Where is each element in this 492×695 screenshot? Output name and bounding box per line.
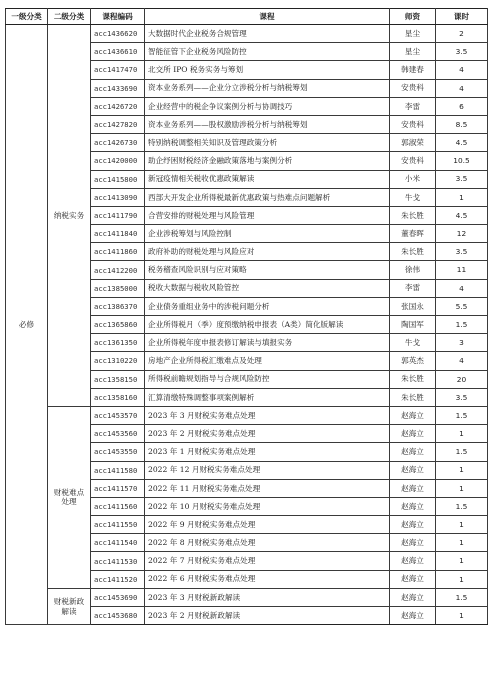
- teacher-cell: 安贵科: [390, 115, 436, 133]
- course-code-cell: acc1411570: [91, 479, 145, 497]
- hours-cell: 1.5: [436, 588, 488, 606]
- course-name-cell: 汇算清缴特殊调整事项案例解析: [145, 388, 390, 406]
- course-code-cell: acc1436610: [91, 43, 145, 61]
- course-name-cell: 西部大开发企业所得税最新优惠政策与热难点问题解析: [145, 188, 390, 206]
- course-code-cell: acc1310220: [91, 352, 145, 370]
- teacher-cell: 李雷: [390, 279, 436, 297]
- course-name-cell: 2023 年 1 月财税实务难点处理: [145, 443, 390, 461]
- table-header-row: [6, 9, 488, 25]
- teacher-cell: 牛戈: [390, 188, 436, 206]
- teacher-cell: 朱长胜: [390, 370, 436, 388]
- course-name-cell: 助企纾困财税经济金融政策落地与案例分析: [145, 152, 390, 170]
- table-row: [6, 588, 488, 606]
- hours-cell: 1: [436, 479, 488, 497]
- teacher-cell: 赵海立: [390, 570, 436, 588]
- course-name-cell: 2022 年 11 月财税实务难点处理: [145, 479, 390, 497]
- hours-cell: 3.5: [436, 388, 488, 406]
- course-name-cell: 税收大数据与税收风险管控: [145, 279, 390, 297]
- hours-cell: 3: [436, 334, 488, 352]
- hours-cell: 11: [436, 261, 488, 279]
- course-table: [5, 8, 488, 625]
- course-code-cell: acc1433690: [91, 79, 145, 97]
- teacher-cell: 韩建春: [390, 61, 436, 79]
- course-code-cell: acc1358150: [91, 370, 145, 388]
- course-name-cell: 大数据时代企业税务合规管理: [145, 25, 390, 43]
- course-name-cell: 企业经营中的税企争议案例分析与协调技巧: [145, 97, 390, 115]
- hours-cell: 8.5: [436, 115, 488, 133]
- course-code-cell: acc1436620: [91, 25, 145, 43]
- teacher-cell: 李雷: [390, 97, 436, 115]
- course-code-cell: acc1411560: [91, 497, 145, 515]
- course-name-cell: 企业所得税年度申报表修订解读与填报实务: [145, 334, 390, 352]
- hours-cell: 4: [436, 279, 488, 297]
- course-name-cell: 2022 年 10 月财税实务难点处理: [145, 497, 390, 515]
- hours-cell: 1.5: [436, 406, 488, 424]
- course-code-cell: acc1411520: [91, 570, 145, 588]
- teacher-cell: 赵海立: [390, 534, 436, 552]
- teacher-cell: 赵海立: [390, 552, 436, 570]
- header-level1: 一级分类: [6, 9, 48, 25]
- course-code-cell: acc1411540: [91, 534, 145, 552]
- course-code-cell: acc1411580: [91, 461, 145, 479]
- hours-cell: 1: [436, 607, 488, 625]
- course-code-cell: acc1426720: [91, 97, 145, 115]
- course-name-cell: 合营安排的财税处理与风险管理: [145, 206, 390, 224]
- course-code-cell: acc1411530: [91, 552, 145, 570]
- hours-cell: 1: [436, 188, 488, 206]
- teacher-cell: 朱长胜: [390, 206, 436, 224]
- hours-cell: 1: [436, 552, 488, 570]
- header-course: 课程: [145, 9, 390, 25]
- course-code-cell: acc1385000: [91, 279, 145, 297]
- course-code-cell: acc1411550: [91, 516, 145, 534]
- teacher-cell: 赵海立: [390, 461, 436, 479]
- hours-cell: 5.5: [436, 297, 488, 315]
- hours-cell: 3.5: [436, 43, 488, 61]
- header-hours: 课时: [436, 9, 488, 25]
- hours-cell: 20: [436, 370, 488, 388]
- hours-cell: 4: [436, 352, 488, 370]
- course-code-cell: acc1453560: [91, 425, 145, 443]
- course-code-cell: acc1427820: [91, 115, 145, 133]
- course-name-cell: 2022 年 6 月财税实务难点处理: [145, 570, 390, 588]
- course-code-cell: acc1411790: [91, 206, 145, 224]
- teacher-cell: 赵海立: [390, 479, 436, 497]
- course-name-cell: 北交所 IPO 税务实务与筹划: [145, 61, 390, 79]
- teacher-cell: 赵海立: [390, 425, 436, 443]
- hours-cell: 1.5: [436, 443, 488, 461]
- course-name-cell: 2023 年 3 月财税新政解读: [145, 588, 390, 606]
- course-name-cell: 税务稽查风险识别与应对策略: [145, 261, 390, 279]
- hours-cell: 1: [436, 516, 488, 534]
- table-body: [6, 25, 488, 625]
- teacher-cell: 星尘: [390, 43, 436, 61]
- teacher-cell: 朱长胜: [390, 388, 436, 406]
- course-code-cell: acc1411860: [91, 243, 145, 261]
- teacher-cell: 徐伟: [390, 261, 436, 279]
- course-code-cell: acc1411840: [91, 225, 145, 243]
- hours-cell: 1.5: [436, 316, 488, 334]
- course-name-cell: 2022 年 7 月财税实务难点处理: [145, 552, 390, 570]
- hours-cell: 1: [436, 570, 488, 588]
- teacher-cell: 牛戈: [390, 334, 436, 352]
- level1-category-cell: 必修: [6, 25, 48, 625]
- course-code-cell: acc1453550: [91, 443, 145, 461]
- hours-cell: 1: [436, 425, 488, 443]
- hours-cell: 6: [436, 97, 488, 115]
- course-name-cell: 所得税前瞻规划指导与合规风险防控: [145, 370, 390, 388]
- course-code-cell: acc1420000: [91, 152, 145, 170]
- teacher-cell: 陶国军: [390, 316, 436, 334]
- teacher-cell: 赵海立: [390, 588, 436, 606]
- hours-cell: 2: [436, 25, 488, 43]
- hours-cell: 10.5: [436, 152, 488, 170]
- course-name-cell: 2022 年 12 月财税实务难点处理: [145, 461, 390, 479]
- course-name-cell: 政府补助的财税处理与风险应对: [145, 243, 390, 261]
- course-name-cell: 企业涉税筹划与风险控制: [145, 225, 390, 243]
- table-row: [6, 25, 488, 43]
- teacher-cell: 赵海立: [390, 607, 436, 625]
- course-name-cell: 资本业务系列——企业分立涉税分析与纳税筹划: [145, 79, 390, 97]
- teacher-cell: 小米: [390, 170, 436, 188]
- course-name-cell: 2022 年 8 月财税实务难点处理: [145, 534, 390, 552]
- teacher-cell: 赵海立: [390, 497, 436, 515]
- teacher-cell: 安贵科: [390, 152, 436, 170]
- teacher-cell: 张国永: [390, 297, 436, 315]
- level2-category-cell: 财税难点处理: [48, 406, 91, 588]
- course-code-cell: acc1365860: [91, 316, 145, 334]
- teacher-cell: 星尘: [390, 25, 436, 43]
- hours-cell: 1.5: [436, 497, 488, 515]
- course-catalog-page: [5, 8, 488, 625]
- hours-cell: 4: [436, 61, 488, 79]
- course-name-cell: 企业所得税月（季）度预缴纳税申报表（A类）简化版解读: [145, 316, 390, 334]
- hours-cell: 4.5: [436, 134, 488, 152]
- course-code-cell: acc1361350: [91, 334, 145, 352]
- course-name-cell: 特别纳税调整相关知识及管理政策分析: [145, 134, 390, 152]
- teacher-cell: 董春晖: [390, 225, 436, 243]
- hours-cell: 12: [436, 225, 488, 243]
- teacher-cell: 郭英杰: [390, 352, 436, 370]
- header-course-code: 课程编码: [91, 9, 145, 25]
- course-name-cell: 新冠疫情相关税收优惠政策解读: [145, 170, 390, 188]
- teacher-cell: 赵海立: [390, 443, 436, 461]
- course-name-cell: 2023 年 2 月财税新政解读: [145, 607, 390, 625]
- teacher-cell: 安贵科: [390, 79, 436, 97]
- course-code-cell: acc1417470: [91, 61, 145, 79]
- teacher-cell: 郭淑荣: [390, 134, 436, 152]
- header-teacher: 师资: [390, 9, 436, 25]
- course-code-cell: acc1453680: [91, 607, 145, 625]
- course-code-cell: acc1386370: [91, 297, 145, 315]
- hours-cell: 3.5: [436, 170, 488, 188]
- hours-cell: 1: [436, 461, 488, 479]
- course-name-cell: 资本业务系列——股权激励涉税分析与纳税筹划: [145, 115, 390, 133]
- level2-category-cell: 纳税实务: [48, 25, 91, 407]
- course-code-cell: acc1412200: [91, 261, 145, 279]
- hours-cell: 3.5: [436, 243, 488, 261]
- hours-cell: 1: [436, 534, 488, 552]
- level2-category-cell: 财税新政解读: [48, 588, 91, 624]
- course-code-cell: acc1453690: [91, 588, 145, 606]
- header-level2: 二级分类: [48, 9, 91, 25]
- table-row: [6, 406, 488, 424]
- course-code-cell: acc1426730: [91, 134, 145, 152]
- hours-cell: 4.5: [436, 206, 488, 224]
- course-code-cell: acc1453570: [91, 406, 145, 424]
- course-code-cell: acc1413090: [91, 188, 145, 206]
- course-name-cell: 企业债务重组业务中的涉税问题分析: [145, 297, 390, 315]
- course-name-cell: 房地产企业所得税汇缴难点及处理: [145, 352, 390, 370]
- teacher-cell: 赵海立: [390, 516, 436, 534]
- course-code-cell: acc1415800: [91, 170, 145, 188]
- course-name-cell: 2022 年 9 月财税实务难点处理: [145, 516, 390, 534]
- course-name-cell: 2023 年 3 月财税实务难点处理: [145, 406, 390, 424]
- course-code-cell: acc1358160: [91, 388, 145, 406]
- teacher-cell: 朱长胜: [390, 243, 436, 261]
- course-name-cell: 智能征管下企业税务风险防控: [145, 43, 390, 61]
- teacher-cell: 赵海立: [390, 406, 436, 424]
- course-name-cell: 2023 年 2 月财税实务难点处理: [145, 425, 390, 443]
- hours-cell: 4: [436, 79, 488, 97]
